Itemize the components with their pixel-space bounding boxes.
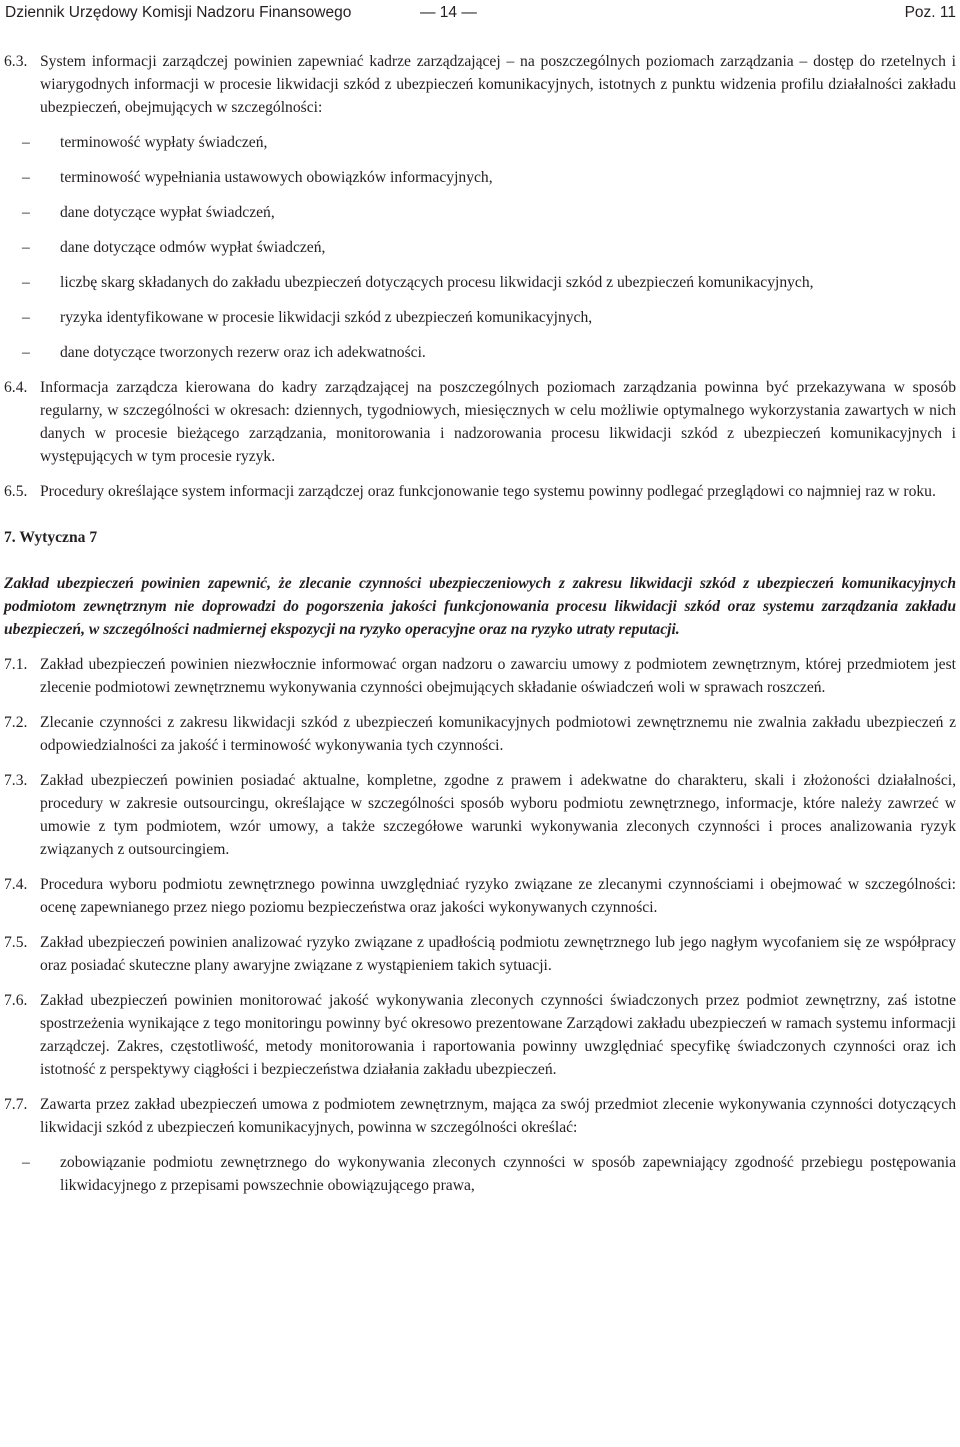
section-number: 7. [4,529,16,546]
paragraph-text: Zlecanie czynności z zakresu likwidacji szkód z ubezpieczeń komunikacyjnych podmiotowi zewnętrznemu nie zwalnia zakładu ubezpieczeń z odpowiedzialności za jakość i terminowość wykonywania tych czynności. [40,714,956,754]
paragraph-7-6 [4,989,956,1081]
paragraph-7-7 [4,1093,956,1139]
paragraph-6-3 [4,50,956,119]
paragraph-number: 7.7. [4,1096,28,1113]
document-body [4,50,956,1197]
section-title: Wytyczna 7 [19,529,98,546]
list-item-text: terminowość wypełniania ustawowych obowiązków informacyjnych, [60,169,493,186]
list-item-text: zobowiązanie podmiotu zewnętrznego do wykonywania zleconych czynności w sposób zapewniający zgodność przebiegu postępowania likwidacyjnego z przepisami powszechnie obowiązującego prawa, [60,1154,956,1194]
dash-marker: – [22,204,30,221]
dash-marker: – [22,239,30,256]
list-item [4,306,956,329]
list-item [4,271,956,294]
paragraph-7-1 [4,653,956,699]
section-heading-7 [4,526,956,549]
paragraph-number: 7.2. [4,714,28,731]
paragraph-text: System informacji zarządczej powinien zapewniać kadrze zarządzającej – na poszczególnych poziomach zarządzania – dostęp do rzetelnych i wiarygodnych informacji w procesie likwidacji szkód z ubezpieczeń komunikacyjnych, istotnych z punktu widzenia profilu działalności zakładu ubezpieczeń, obejmujących w szczególności: [40,53,956,116]
paragraph-text: Zakład ubezpieczeń powinien monitorować jakość wykonywania zleconych czynności świadczonych przez podmiot zewnętrzny, zaś istotne spostrzeżenia wynikające z tego monitoringu powinny być okresowo prezentowane Zarządowi zakładu ubezpieczeń w ramach systemu informacji zarządczej. Zakres, częstotliwość, metody monitorowania i raportowania powinny uwzględniać specyfikę świadczonych czynności oraz ich istotność z perspektywy ciągłości i bezpieczeństwa działania zakładu ubezpieczeń. [40,992,956,1078]
list-item [4,341,956,364]
list-item-text: liczbę skarg składanych do zakładu ubezpieczeń dotyczących procesu likwidacji szkód z ubezpieczeń komunikacyjnych, [60,274,814,291]
paragraph-text: Informacja zarządcza kierowana do kadry zarządzającej na poszczególnych poziomach zarządzania powinna być przekazywana w sposób regularny, w szczególności w okresach: dziennych, tygodniowych, miesięcznych w celu możliwie optymalnego wykorzystania zawartych w nich danych w procesie bieżącego zarządzania, monitorowania i nadzorowania procesu likwidacji szkód z ubezpieczeń komunikacyjnych i występujących w tym procesie ryzyk. [40,379,956,465]
paragraph-text: Zakład ubezpieczeń powinien posiadać aktualne, kompletne, zgodne z prawem i adekwatne do charakteru, skali i złożoności działalności, procedury w zakresie outsourcingu, określające w szczególności sposób wyboru podmiotu zewnętrznego, informacje, które należy zawrzeć w umowie z tym podmiotem, wzór umowy, a także szczegółowe warunki wykonywania zleconych czynności i proces analizowania ryzyk związanych z outsourcingiem. [40,772,956,858]
dash-marker: – [22,274,30,291]
paragraph-text: Zawarta przez zakład ubezpieczeń umowa z podmiotem zewnętrznym, mająca za swój przedmiot zlecenie wykonywania czynności dotyczących likwidacji szkód z ubezpieczeń komunikacyjnych, powinna w szczególności określać: [40,1096,956,1136]
list-item-text: ryzyka identyfikowane w procesie likwidacji szkód z ubezpieczeń komunikacyjnych, [60,309,593,326]
paragraph-number: 7.5. [4,934,28,951]
paragraph-text: Procedura wyboru podmiotu zewnętrznego powinna uwzględniać ryzyko związane ze zlecanymi czynnościami i obejmować w szczególności: ocenę zapewnianego przez niego poziomu bezpieczeństwa oraz jakości wykonywanych czynności. [40,876,956,916]
paragraph-7-5 [4,931,956,977]
paragraph-text: Zakład ubezpieczeń powinien analizować ryzyko związane z upadłością podmiotu zewnętrznego lub jego nagłym wycofaniem się ze współpracy oraz posiadać skuteczne plany awaryjne związane z wystąpieniem takich sytuacji. [40,934,956,974]
paragraph-number: 7.1. [4,656,28,673]
position-number: Poz. 11 [904,4,956,21]
bullet-list-7-7 [4,1151,956,1197]
list-item [4,166,956,189]
bullet-list-6-3 [4,131,956,364]
paragraph-7-2 [4,711,956,757]
dash-marker: – [22,134,30,151]
list-item-text: dane dotyczące tworzonych rezerw oraz ich adekwatności. [60,344,426,361]
paragraph-7-3 [4,769,956,861]
paragraph-number: 6.3. [4,53,28,70]
publication-title: Dziennik Urzędowy Komisji Nadzoru Finansowego [5,4,352,21]
list-item [4,131,956,154]
page-number: — 14 — [420,4,477,21]
page-header [5,1,960,23]
paragraph-text: Zakład ubezpieczeń powinien niezwłocznie informować organ nadzoru o zawarciu umowy z podmiotem zewnętrznym, której przedmiotem jest zlecenie podmiotowi zewnętrznemu wykonywania czynności obejmujących składanie oświadczeń woli w sprawach roszczeń. [40,656,956,696]
paragraph-number: 6.4. [4,379,28,396]
guideline-summary: Zakład ubezpieczeń powinien zapewnić, że zlecanie czynności ubezpieczeniowych z zakresu likwidacji szkód z ubezpieczeń komunikacyjnych podmiotom zewnętrznym nie doprowadzi do pogorszenia jakości funkcjonowania procesu likwidacji szkód oraz systemu zarządzania zakładu ubezpieczeń, w szczególności nadmiernej ekspozycji na ryzyko operacyjne oraz na ryzyko utraty reputacji. [4,575,956,638]
list-item [4,1151,956,1197]
list-item [4,201,956,224]
dash-marker: – [22,169,30,186]
paragraph-number: 7.3. [4,772,28,789]
dash-marker: – [22,1154,30,1171]
paragraph-number: 7.6. [4,992,28,1009]
paragraph-number: 7.4. [4,876,28,893]
dash-marker: – [22,344,30,361]
list-item-text: dane dotyczące odmów wypłat świadczeń, [60,239,326,256]
paragraph-6-4 [4,376,956,468]
paragraph-text: Procedury określające system informacji zarządczej oraz funkcjonowanie tego systemu powinny podlegać przeglądowi co najmniej raz w roku. [40,483,936,500]
dash-marker: – [22,309,30,326]
paragraph-6-5 [4,480,956,503]
paragraph-7-4 [4,873,956,919]
paragraph-number: 6.5. [4,483,28,500]
list-item-text: dane dotyczące wypłat świadczeń, [60,204,275,221]
list-item-text: terminowość wypłaty świadczeń, [60,134,268,151]
list-item [4,236,956,259]
